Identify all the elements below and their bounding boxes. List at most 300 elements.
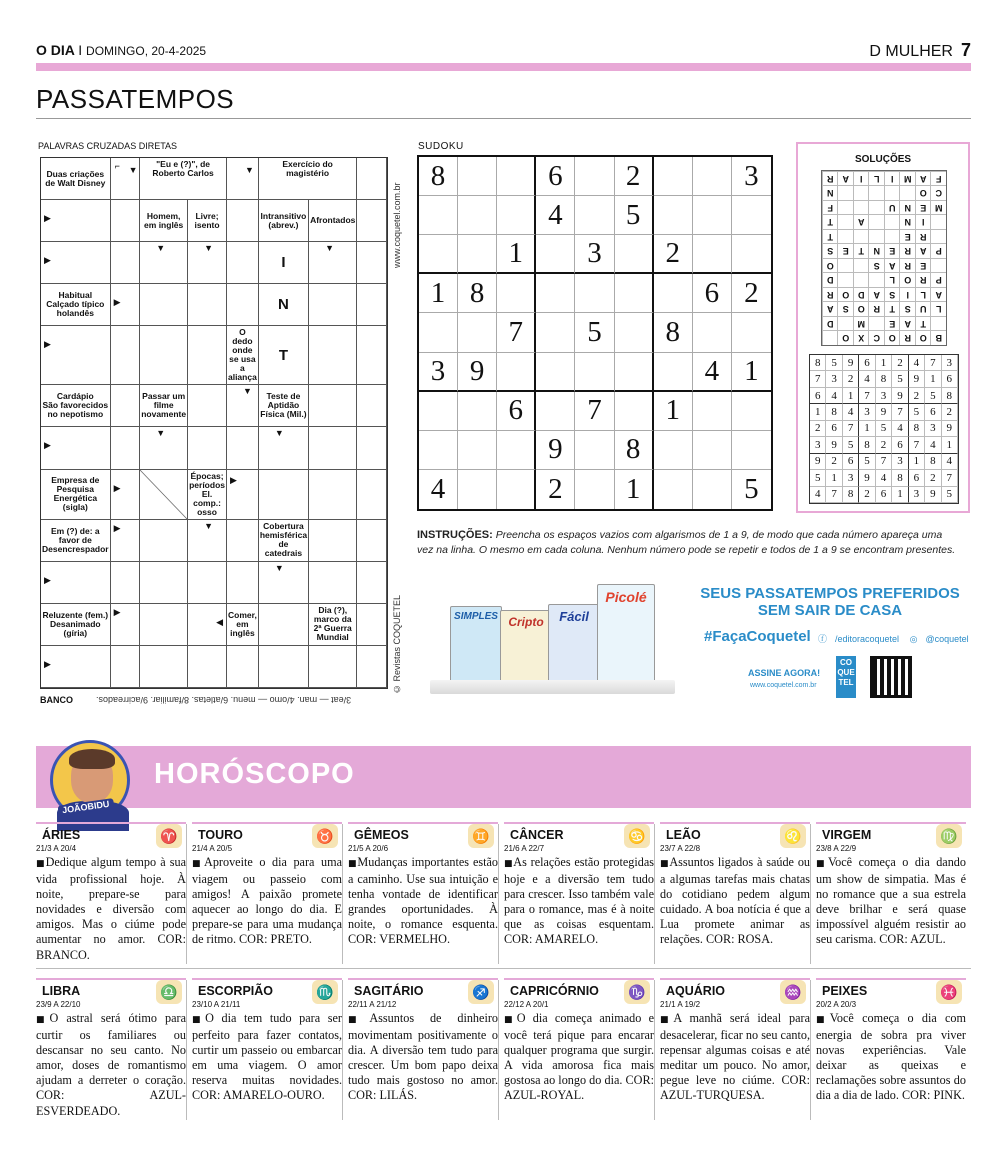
solution-sudoku-cell: 5 bbox=[925, 388, 941, 404]
row-divider bbox=[36, 968, 971, 969]
solution-crossword-cell bbox=[838, 215, 854, 230]
crossword-cell[interactable] bbox=[227, 646, 259, 688]
solution-crossword-cell bbox=[853, 229, 869, 244]
lion-icon: ♌ bbox=[780, 824, 806, 848]
solution-sudoku-cell: 4 bbox=[810, 487, 826, 503]
solution-sudoku-cell: 9 bbox=[892, 388, 908, 404]
sudoku-cell: 1 bbox=[732, 353, 771, 392]
solution-sudoku-cell: 4 bbox=[826, 388, 842, 404]
sudoku-cell[interactable] bbox=[732, 392, 771, 431]
crossword-cell[interactable] bbox=[227, 562, 259, 604]
sudoku-cell[interactable] bbox=[497, 157, 536, 196]
solution-sudoku-cell: 7 bbox=[925, 355, 941, 371]
solution-sudoku-cell: 8 bbox=[909, 421, 925, 437]
crossword-cell[interactable] bbox=[111, 427, 141, 469]
crossword-cell[interactable] bbox=[111, 200, 141, 242]
crossword-cell[interactable] bbox=[188, 242, 227, 284]
magazine-cover: SIMPLES bbox=[450, 606, 502, 682]
crossword-clue: Duas criações de Walt Disney bbox=[41, 158, 111, 200]
crossword-cell[interactable] bbox=[41, 242, 111, 284]
crossword-cell[interactable] bbox=[309, 646, 357, 688]
sudoku-cell: 3 bbox=[419, 353, 458, 392]
crossword-cell[interactable] bbox=[188, 646, 227, 688]
solution-crossword-cell: R bbox=[915, 273, 931, 288]
crossword-cell[interactable] bbox=[227, 200, 259, 242]
sudoku-cell[interactable] bbox=[654, 431, 693, 470]
sudoku-cell[interactable] bbox=[458, 235, 497, 274]
sudoku-cell: 5 bbox=[615, 196, 654, 235]
solution-crossword-cell: S bbox=[900, 302, 916, 317]
solution-sudoku-cell: 3 bbox=[892, 454, 908, 470]
crossword-cell[interactable] bbox=[140, 427, 188, 469]
solution-sudoku-cell: 3 bbox=[925, 421, 941, 437]
crossword-cell[interactable] bbox=[309, 470, 357, 520]
crossword-cell[interactable] bbox=[357, 470, 387, 520]
solution-crossword bbox=[821, 170, 947, 346]
ad-social bbox=[818, 632, 977, 645]
solution-crossword-cell: R bbox=[900, 331, 916, 346]
crab-icon: ♋ bbox=[624, 824, 650, 848]
sudoku-cell[interactable] bbox=[654, 353, 693, 392]
crossword-cell[interactable] bbox=[357, 646, 387, 688]
crossword-cell[interactable] bbox=[111, 326, 141, 385]
sudoku-cell: 1 bbox=[419, 274, 458, 313]
sudoku-cell[interactable] bbox=[497, 431, 536, 470]
sudoku-cell[interactable] bbox=[693, 196, 732, 235]
sudoku-cell[interactable] bbox=[419, 392, 458, 431]
arrow-icon: ▶ bbox=[44, 255, 51, 266]
solution-crossword-cell: E bbox=[915, 200, 931, 215]
crossword-cell[interactable] bbox=[309, 520, 357, 562]
crossword-clue: Dia (?), marco da 2ª Guerra Mundial bbox=[309, 604, 357, 646]
solution-sudoku-cell: 6 bbox=[826, 421, 842, 437]
sign-text: ■Mudanças importantes estão a caminho. Use sua intuição e tenha vontade de identificar grandes oportunidades. À noite, o romance esquenta. COR: VERMELHO. bbox=[348, 855, 498, 947]
sudoku-cell[interactable] bbox=[458, 196, 497, 235]
solution-sudoku-cell: 1 bbox=[942, 437, 958, 453]
bullet-icon: ■ bbox=[660, 859, 670, 869]
solution-crossword-cell: S bbox=[838, 302, 854, 317]
solution-crossword-cell: A bbox=[853, 215, 869, 230]
solution-crossword-cell bbox=[838, 273, 854, 288]
crossword-cell[interactable] bbox=[259, 427, 309, 469]
solution-sudoku-cell: 8 bbox=[810, 355, 826, 371]
sudoku-cell[interactable] bbox=[419, 235, 458, 274]
sign-name: ÁRIES bbox=[42, 828, 81, 842]
arrow-icon: ▼ bbox=[204, 243, 214, 254]
bullet-icon: ■ bbox=[348, 1015, 370, 1025]
sudoku-cell[interactable] bbox=[536, 235, 575, 274]
sudoku-cell[interactable] bbox=[458, 392, 497, 431]
page-title: PASSATEMPOS bbox=[36, 84, 235, 114]
horoscope-sign bbox=[192, 822, 342, 948]
ram-icon: ♈ bbox=[156, 824, 182, 848]
crossword-cell[interactable] bbox=[41, 326, 111, 385]
solution-sudoku-cell: 2 bbox=[810, 421, 826, 437]
crossword-cell[interactable] bbox=[309, 326, 357, 385]
solution-crossword-cell: O bbox=[915, 186, 931, 201]
crossword-cell[interactable] bbox=[188, 427, 227, 469]
crossword-cell[interactable] bbox=[357, 562, 387, 604]
crossword-cell[interactable] bbox=[140, 242, 188, 284]
arrow-icon: ▶ bbox=[113, 297, 121, 308]
solution-crossword-cell: M bbox=[931, 200, 947, 215]
sudoku-cell[interactable] bbox=[654, 470, 693, 509]
sudoku-grid bbox=[417, 155, 773, 511]
solution-sudoku-cell: 3 bbox=[810, 437, 826, 453]
solution-sudoku-cell: 7 bbox=[843, 421, 859, 437]
solution-sudoku-cell: 8 bbox=[892, 470, 908, 486]
sudoku-cell[interactable] bbox=[654, 196, 693, 235]
solution-crossword-cell: A bbox=[915, 244, 931, 259]
solution-crossword-cell: A bbox=[838, 171, 854, 186]
solution-crossword-cell bbox=[869, 316, 885, 331]
sudoku-cell[interactable] bbox=[497, 274, 536, 313]
sudoku-cell[interactable] bbox=[575, 353, 614, 392]
crossword-cell[interactable] bbox=[111, 646, 141, 688]
sudoku-cell[interactable] bbox=[458, 157, 497, 196]
solution-crossword-cell bbox=[838, 229, 854, 244]
sudoku-cell: 3 bbox=[732, 157, 771, 196]
sudoku-cell[interactable] bbox=[615, 392, 654, 431]
solution-sudoku-cell: 5 bbox=[909, 404, 925, 420]
solution-sudoku-cell: 7 bbox=[909, 437, 925, 453]
solution-crossword-cell: R bbox=[869, 302, 885, 317]
solution-crossword-cell bbox=[900, 186, 916, 201]
sudoku-cell[interactable] bbox=[693, 313, 732, 352]
sudoku-cell: 1 bbox=[654, 392, 693, 431]
sign-name: VIRGEM bbox=[822, 828, 872, 842]
sign-text: ■A manhã será ideal para desacelerar, ficar no seu canto, repensar algumas coisas e até meditar um pouco. No amor, pegue leve no ciúme. COR: AZUL-TURQUESA. bbox=[660, 1011, 810, 1103]
solution-crossword-cell bbox=[931, 316, 947, 331]
horoscope-sign bbox=[348, 978, 498, 1104]
solution-crossword-cell: L bbox=[931, 302, 947, 317]
bullet-icon: ■ bbox=[816, 859, 828, 869]
crossword-cell[interactable] bbox=[140, 562, 188, 604]
sudoku-cell[interactable] bbox=[536, 353, 575, 392]
solution-crossword-cell: O bbox=[900, 273, 916, 288]
sign-text: ■Você começa o dia dando um show de simpatia. Mas é no romance que a sua estrela deve brilhar e será quase impossível alguém resistir ao seu carisma. COR: AZUL. bbox=[816, 855, 966, 947]
horoscope-sign bbox=[36, 822, 186, 963]
qr-code-icon[interactable] bbox=[870, 656, 912, 698]
solution-sudoku-cell: 1 bbox=[843, 388, 859, 404]
arrow-icon: ◀ bbox=[216, 616, 224, 627]
solution-crossword-cell bbox=[838, 316, 854, 331]
sign-header bbox=[36, 978, 186, 1000]
solution-sudoku-cell: 7 bbox=[876, 454, 892, 470]
crossword-cell[interactable]: ▼ ⌐ bbox=[111, 158, 141, 200]
scales-icon: ♎ bbox=[156, 980, 182, 1004]
sudoku-cell: 8 bbox=[458, 274, 497, 313]
crossword-cell[interactable] bbox=[309, 284, 357, 326]
solution-crossword-cell: E bbox=[884, 316, 900, 331]
crossword-cell[interactable] bbox=[309, 427, 357, 469]
solution-sudoku-cell: 8 bbox=[925, 454, 941, 470]
crossword-cell[interactable] bbox=[259, 284, 309, 326]
crossword-cell[interactable] bbox=[227, 158, 259, 200]
sudoku-cell: 6 bbox=[536, 157, 575, 196]
sign-text: ■O dia tem tudo para ser perfeito para fazer contatos, curtir um passeio ou embarcar em uma viagem. O amor reserva muitas novidades. COR: AMARELO-OURO. bbox=[192, 1011, 342, 1103]
solution-crossword-cell: R bbox=[900, 244, 916, 259]
sudoku-cell[interactable] bbox=[458, 470, 497, 509]
sign-text: ■Dedique algum tempo à sua vida profissional hoje. À noite, prepare-se para novidades e diversão com amigos. Mas o ciúme pode aumentar no amor. COR: BRANCO. bbox=[36, 855, 186, 962]
sudoku-cell[interactable] bbox=[732, 431, 771, 470]
sudoku-cell[interactable] bbox=[732, 313, 771, 352]
crossword-cell[interactable] bbox=[357, 520, 387, 562]
crossword-cell[interactable] bbox=[357, 242, 387, 284]
crossword-cell[interactable] bbox=[259, 326, 309, 385]
sudoku-cell: 7 bbox=[575, 392, 614, 431]
column-divider bbox=[498, 980, 499, 1120]
solution-crossword-cell: A bbox=[931, 287, 947, 302]
crossword-cell[interactable] bbox=[227, 385, 259, 427]
solution-sudoku-cell: 1 bbox=[892, 487, 908, 503]
crossword-cell[interactable] bbox=[227, 427, 259, 469]
crossword-clue: Passar um filme novamente bbox=[140, 385, 188, 427]
sign-dates: 21/6 A 22/7 bbox=[504, 844, 545, 853]
solution-sudoku-cell: 1 bbox=[826, 470, 842, 486]
solution-sudoku-cell: 9 bbox=[925, 487, 941, 503]
crossword-cell[interactable] bbox=[357, 427, 387, 469]
solution-sudoku-cell: 6 bbox=[859, 355, 875, 371]
crossword-cell[interactable] bbox=[227, 242, 259, 284]
sudoku-cell[interactable] bbox=[732, 196, 771, 235]
sudoku-instructions bbox=[417, 528, 957, 558]
sudoku-cell[interactable] bbox=[497, 196, 536, 235]
sudoku-cell[interactable] bbox=[575, 157, 614, 196]
solution-crossword-cell: M bbox=[900, 171, 916, 186]
crossword-cell[interactable] bbox=[111, 284, 141, 326]
sign-text: ■O astral será ótimo para curtir os familiares ou descansar no seu canto. No amor, doses de romantismo ajudam a derreter o coração. COR: AZUL-ESVERDEADO. bbox=[36, 1011, 186, 1118]
instructions-text: Preencha os espaços vazios com algarismos de 1 a 9, de modo que cada número apareça uma vez na linha. O mesmo em cada coluna. Nenhum número pode se repetir e todos de 1 a 9 se encontram presentes. bbox=[417, 529, 956, 556]
sudoku-label: SUDOKU bbox=[418, 141, 464, 152]
sign-header bbox=[660, 822, 810, 844]
crossword-cell[interactable] bbox=[227, 284, 259, 326]
crossword-cell[interactable] bbox=[140, 520, 188, 562]
crossword-cell[interactable] bbox=[188, 604, 227, 646]
facebook-link[interactable]: /editoracoquetel bbox=[835, 634, 900, 644]
solution-crossword-cell: D bbox=[822, 273, 838, 288]
sudoku-cell[interactable] bbox=[419, 196, 458, 235]
sudoku-cell[interactable] bbox=[497, 353, 536, 392]
solution-crossword-cell: E bbox=[838, 244, 854, 259]
sudoku-cell[interactable] bbox=[693, 157, 732, 196]
sudoku-cell[interactable] bbox=[575, 470, 614, 509]
solution-sudoku-cell: 1 bbox=[810, 404, 826, 420]
solution-sudoku-cell: 9 bbox=[876, 404, 892, 420]
crossword-cell[interactable] bbox=[188, 385, 227, 427]
crossword-cell[interactable] bbox=[41, 562, 111, 604]
crossword-cell[interactable] bbox=[357, 200, 387, 242]
sudoku-cell[interactable] bbox=[693, 392, 732, 431]
archer-icon: ♐ bbox=[468, 980, 494, 1004]
solution-sudoku-cell: 9 bbox=[843, 355, 859, 371]
solution-crossword-cell: E bbox=[900, 229, 916, 244]
crossword-cell[interactable] bbox=[111, 562, 141, 604]
ad-url[interactable]: www.coquetel.com.br bbox=[750, 682, 817, 689]
crossword-cell[interactable] bbox=[188, 284, 227, 326]
solution-crossword-cell: I bbox=[884, 171, 900, 186]
sudoku-cell[interactable] bbox=[732, 235, 771, 274]
sign-dates: 21/5 A 20/6 bbox=[348, 844, 389, 853]
solution-crossword-cell bbox=[884, 186, 900, 201]
solution-sudoku-cell: 5 bbox=[859, 454, 875, 470]
bullet-icon: ■ bbox=[192, 859, 205, 869]
solution-crossword-cell bbox=[869, 200, 885, 215]
sudoku-cell[interactable] bbox=[693, 431, 732, 470]
subscribe-cta[interactable]: ASSINE AGORA! bbox=[748, 668, 821, 678]
solution-sudoku-cell: 8 bbox=[859, 437, 875, 453]
sudoku-cell[interactable] bbox=[654, 157, 693, 196]
crossword-cell[interactable] bbox=[188, 562, 227, 604]
sudoku-cell[interactable] bbox=[575, 431, 614, 470]
crossword-cell[interactable] bbox=[259, 646, 309, 688]
crossword-cell[interactable] bbox=[41, 646, 111, 688]
crossword-cell[interactable] bbox=[309, 562, 357, 604]
sudoku-cell[interactable] bbox=[458, 431, 497, 470]
sudoku-cell[interactable] bbox=[419, 313, 458, 352]
sudoku-cell: 4 bbox=[693, 353, 732, 392]
crossword-cell[interactable] bbox=[259, 604, 309, 646]
solution-crossword-cell: S bbox=[822, 244, 838, 259]
solution-sudoku-cell: 3 bbox=[876, 388, 892, 404]
crossword-cell[interactable] bbox=[227, 470, 259, 520]
crossword-cell[interactable] bbox=[140, 646, 188, 688]
solution-crossword-cell: I bbox=[853, 171, 869, 186]
solution-sudoku-cell: 2 bbox=[859, 487, 875, 503]
sudoku-cell[interactable] bbox=[693, 235, 732, 274]
crossword-cell[interactable] bbox=[357, 284, 387, 326]
sign-text: ■Assuntos ligados à saúde ou a algumas tarefas mais chatas do cotidiano pedem algum cuidado. A boa notícia é que a Lua promete animar as relações. COR: ROSA. bbox=[660, 855, 811, 947]
solution-sudoku-cell: 4 bbox=[925, 437, 941, 453]
solution-crossword-cell: T bbox=[884, 302, 900, 317]
solution-crossword-cell bbox=[838, 186, 854, 201]
sign-name: CAPRICÓRNIO bbox=[510, 984, 599, 998]
sign-header bbox=[192, 822, 342, 844]
crossword-cell[interactable] bbox=[227, 520, 259, 562]
solution-crossword-cell: T bbox=[915, 316, 931, 331]
sudoku-cell: 2 bbox=[654, 235, 693, 274]
magazine-cover: Fácil bbox=[548, 604, 600, 684]
solution-crossword-cell bbox=[838, 200, 854, 215]
crossword-cell[interactable] bbox=[357, 604, 387, 646]
sudoku-cell[interactable] bbox=[693, 470, 732, 509]
brand-name: O DIA bbox=[36, 42, 75, 58]
crossword-cell[interactable] bbox=[41, 200, 111, 242]
crossword-cell[interactable] bbox=[357, 326, 387, 385]
sign-name: ESCORPIÃO bbox=[198, 984, 274, 998]
sudoku-cell[interactable] bbox=[536, 313, 575, 352]
sudoku-cell[interactable] bbox=[654, 274, 693, 313]
crossword-label: PALAVRAS CRUZADAS DIRETAS bbox=[38, 141, 178, 151]
crossword-cell[interactable] bbox=[309, 242, 357, 284]
solution-crossword-cell: B bbox=[931, 331, 947, 346]
horoscope-sign bbox=[348, 822, 498, 948]
sudoku-cell[interactable] bbox=[536, 392, 575, 431]
crossword-cell[interactable] bbox=[111, 470, 141, 520]
sudoku-cell[interactable] bbox=[615, 274, 654, 313]
arrow-icon: ▼ bbox=[156, 428, 166, 439]
solution-crossword-cell bbox=[931, 215, 947, 230]
sign-dates: 21/4 A 20/5 bbox=[192, 844, 233, 853]
sudoku-cell[interactable] bbox=[615, 313, 654, 352]
sign-header bbox=[816, 978, 966, 1000]
crossword-cell[interactable] bbox=[357, 385, 387, 427]
solution-sudoku-cell: 3 bbox=[942, 355, 958, 371]
sign-header bbox=[348, 822, 498, 844]
crossword-cell[interactable] bbox=[259, 470, 309, 520]
solution-sudoku-cell: 2 bbox=[925, 470, 941, 486]
solution-sudoku-cell: 5 bbox=[892, 371, 908, 387]
sudoku-cell: 9 bbox=[536, 431, 575, 470]
crossword-cell[interactable] bbox=[41, 427, 111, 469]
crossword-letter: T bbox=[278, 346, 289, 364]
solution-sudoku-cell: 2 bbox=[843, 371, 859, 387]
sudoku-cell[interactable] bbox=[458, 313, 497, 352]
sudoku-cell[interactable] bbox=[536, 274, 575, 313]
instagram-link[interactable]: @coquetel bbox=[925, 634, 969, 644]
solution-crossword-cell: I bbox=[900, 287, 916, 302]
crossword-cell[interactable] bbox=[111, 520, 141, 562]
solution-sudoku-cell: 5 bbox=[843, 437, 859, 453]
crossword-cell[interactable] bbox=[259, 562, 309, 604]
solution-crossword-cell: A bbox=[884, 258, 900, 273]
sudoku-cell[interactable] bbox=[497, 470, 536, 509]
sign-text: ■O dia começa animado e você terá pique para encarar qualquer programa que surgir. A vida amorosa fica mais gostosa ao longo do dia. COR: AZUL-ROYAL. bbox=[504, 1011, 654, 1103]
arrow-icon: ▼ bbox=[274, 428, 284, 439]
solution-crossword-cell: M bbox=[853, 316, 869, 331]
sudoku-cell: 4 bbox=[419, 470, 458, 509]
solution-crossword-cell: N bbox=[869, 244, 885, 259]
solution-crossword-cell: T bbox=[822, 229, 838, 244]
crossword-cell[interactable] bbox=[140, 326, 188, 385]
crossword-cell[interactable] bbox=[111, 385, 141, 427]
crossword-clue: Reluzente (fem.) Desanimado (gíria) bbox=[41, 604, 111, 646]
solution-sudoku-cell: 2 bbox=[909, 388, 925, 404]
solution-sudoku-cell: 3 bbox=[859, 404, 875, 420]
crossword-cell[interactable] bbox=[188, 326, 227, 385]
sudoku-cell: 8 bbox=[654, 313, 693, 352]
crossword-cell[interactable] bbox=[188, 520, 227, 562]
crossword-cell[interactable] bbox=[140, 284, 188, 326]
virgin-icon: ♍ bbox=[936, 824, 962, 848]
bullet-icon: ■ bbox=[348, 859, 358, 869]
bullet-icon: ■ bbox=[816, 1015, 830, 1025]
sudoku-cell[interactable] bbox=[419, 431, 458, 470]
solution-sudoku-cell: 2 bbox=[826, 454, 842, 470]
crossword-cell[interactable] bbox=[140, 604, 188, 646]
crossword-cell[interactable] bbox=[309, 385, 357, 427]
banco-label: BANCO bbox=[40, 695, 73, 705]
solution-crossword-cell: U bbox=[884, 200, 900, 215]
crossword-cell[interactable] bbox=[111, 242, 141, 284]
sudoku-cell: 1 bbox=[615, 470, 654, 509]
crossword-cell[interactable] bbox=[259, 242, 309, 284]
crossword-cell[interactable] bbox=[111, 604, 141, 646]
sudoku-cell[interactable] bbox=[615, 235, 654, 274]
crossword-clue: Habitual Calçado típico holandês bbox=[41, 284, 111, 326]
sign-text: ■As relações estão protegidas hoje e a diversão tem tudo para crescer. Isso também vale para o romance, mas é à noite que as coisas esquentam. COR: AMARELO. bbox=[504, 855, 654, 947]
arrow-icon: ▶ bbox=[44, 658, 51, 669]
bullet-icon: ■ bbox=[504, 859, 514, 869]
sudoku-cell[interactable] bbox=[575, 196, 614, 235]
arrow-icon: ▶ bbox=[44, 213, 51, 224]
sudoku-cell[interactable] bbox=[615, 353, 654, 392]
solution-sudoku-cell: 6 bbox=[876, 487, 892, 503]
sudoku-cell[interactable] bbox=[575, 274, 614, 313]
crossword-cell[interactable] bbox=[357, 158, 387, 200]
solution-sudoku-cell: 5 bbox=[826, 355, 842, 371]
solution-crossword-cell bbox=[884, 215, 900, 230]
